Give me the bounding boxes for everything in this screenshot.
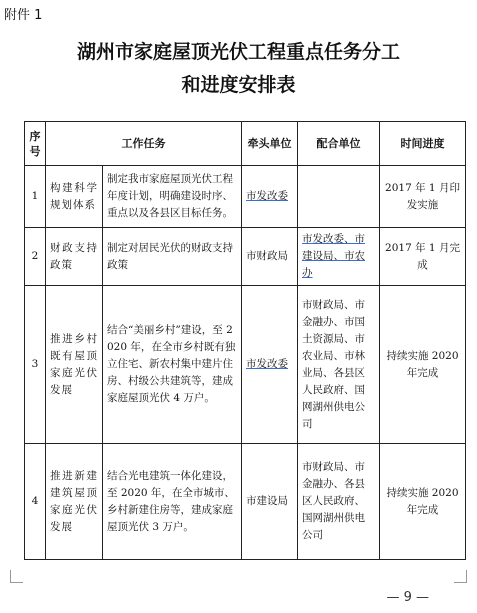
crop-mark-left [10,570,23,583]
row-no: 1 [25,166,46,228]
attachment-label: 附件 1 [4,8,43,23]
row-time: 持续实施 2020 年完成 [380,286,466,444]
row-lead-text: 市发改委 [246,358,288,370]
row-time: 2017 年 1 月印发实施 [380,166,466,228]
row-lead [242,286,298,444]
row-task: 结合“美丽乡村”建设，至 2020 年，在全市乡村既有独立住宅、新农村集中建片住房、村级公共建筑等，建成家庭屋顶光伏 4 万户。 [103,286,242,444]
header-time: 时间进度 [380,122,466,166]
table-header-row [25,122,466,166]
row-time: 持续实施 2020 年完成 [380,444,466,560]
row-lead [242,166,298,228]
row-category: 推进新建建筑屋顶家庭光伏发展 [46,444,103,560]
document-title [0,36,477,102]
task-table [24,121,466,560]
row-task: 制定对居民光伏的财政支持政策 [103,228,242,286]
table-row [25,286,466,444]
row-time: 2017 年 1 月完成 [380,228,466,286]
title-line-2: 和进度安排表 [181,74,296,96]
row-no: 4 [25,444,46,560]
row-lead: 市财政局 [242,228,298,286]
row-coop: 市财政局、市金融办、市国土资源局、市农业局、市林业局、各县区人民政府、国网湖州供电公司 [298,286,380,444]
page-number: — 9 — [386,590,429,605]
header-coop: 配合单位 [298,122,380,166]
row-category: 推进乡村既有屋顶家庭光伏发展 [46,286,103,444]
row-lead: 市建设局 [242,444,298,560]
table-row [25,166,466,228]
row-task: 结合光电建筑一体化建设，至 2020 年，在全市城市、乡村新建住房等，建成家庭屋顶光伏 3 万户。 [103,444,242,560]
table-row [25,444,466,560]
row-category: 财政支持政策 [46,228,103,286]
row-task: 制定我市家庭屋顶光伏工程年度计划，明确建设时序、重点以及各县区目标任务。 [103,166,242,228]
row-category: 构建科学规划体系 [46,166,103,228]
header-lead: 牵头单位 [242,122,298,166]
crop-mark-right [454,570,467,583]
table-row [25,228,466,286]
row-coop: 市财政局、市金融办、各县区人民政府、国网湖州供电公司 [298,444,380,560]
row-coop [298,228,380,286]
row-coop-text: 市发改委、市建设局、市农办 [302,233,365,279]
row-lead-text: 市发改委 [246,190,288,202]
header-task: 工作任务 [46,122,242,166]
row-coop [298,166,380,228]
row-no: 3 [25,286,46,444]
row-no: 2 [25,228,46,286]
header-no: 序号 [25,122,46,166]
title-line-1: 湖州市家庭屋顶光伏工程重点任务分工 [76,41,400,63]
